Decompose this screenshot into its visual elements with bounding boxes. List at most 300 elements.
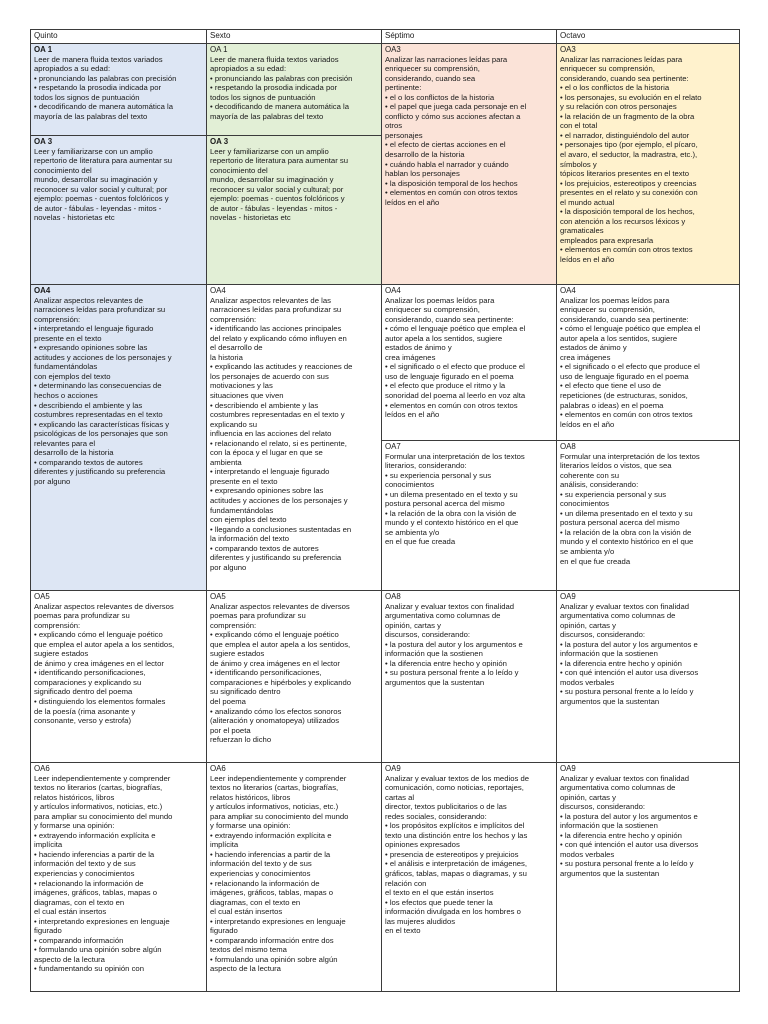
objective-text-line: cartas al — [385, 792, 415, 802]
objective-text-line: con ejemplos del texto — [210, 515, 287, 525]
objective-text-line: enriquecer su comprensión, — [385, 305, 480, 315]
objective-text-line: • el análisis e interpretación de imágenes, — [385, 859, 528, 869]
objective-text-line: sugiere estados — [210, 649, 265, 659]
objective-text-line: y formarse una opinión: — [34, 821, 115, 831]
objective-text-line: Analizar las narraciones leídas para — [560, 54, 683, 64]
objective-text-line: opinión, cartas y — [560, 620, 616, 630]
objective-text-line: mundo y el contexto histórico en el que — [560, 537, 694, 547]
objective-text-line: • la disposición temporal de los hechos, — [560, 207, 695, 217]
cell-quinto — [31, 44, 207, 285]
objective-text-line: • describiendo el ambiente y las — [210, 400, 319, 410]
objective-text-line: Leer de manera fluida textos variados — [210, 54, 339, 64]
objective-text-line: Analizar aspectos relevantes de las — [210, 295, 331, 305]
objective-text-line: • formulando una opinión sobre algún — [210, 954, 338, 964]
objective-text-line: repeticiones (de estructuras, sonidos, — [560, 391, 688, 401]
objective-text-line: Formular una interpretación de los textos — [560, 451, 700, 461]
objective-code: OA4 — [385, 286, 401, 295]
objective-text-line: considerando, cuando sea pertinente: — [560, 73, 689, 83]
objective-code: OA4 — [560, 286, 576, 295]
objective-text-line: y artículos informativos, noticias, etc.) — [210, 802, 339, 812]
objective-text-line: enriquecer su comprensión, — [560, 305, 655, 315]
objective-text-line: Leer y familiarizarse con un amplio — [34, 146, 153, 156]
objective-text-line: mundo y el contexto histórico en el que — [385, 518, 519, 528]
objective-text-line: y artículos informativos, noticias, etc.) — [34, 802, 163, 812]
objective-code: OA9 — [385, 764, 401, 773]
objective-text-line: costumbres representadas en el texto y — [210, 410, 345, 420]
objective-text-line: implícita — [34, 840, 63, 850]
cell-octavo — [557, 285, 740, 591]
objective-code: OA8 — [385, 592, 401, 601]
objective-block — [385, 764, 553, 936]
objective-text-line: • un dilema presentado en el texto y su — [385, 489, 518, 499]
objective-text-line: • cómo el lenguaje poético que emplea el — [385, 324, 526, 334]
objective-text-line: influencia en las acciones del relato — [210, 429, 332, 439]
objective-text-line: palabras o ideas) en el poema — [560, 400, 664, 410]
objective-text-line: presente en el texto — [210, 476, 278, 486]
objective-text-line: por el poeta — [210, 725, 251, 735]
objective-text-line: gráficos, tablas, mapas o diagramas, y su — [385, 869, 527, 879]
objective-block — [385, 592, 553, 687]
objective-text-line: textos no literarios (cartas, biografías, — [210, 783, 339, 793]
table-row — [31, 591, 740, 763]
objective-block — [34, 286, 203, 486]
objective-text-line: información que la sostienen — [560, 649, 658, 659]
objective-text-line: coherente con su — [560, 470, 619, 480]
objective-text-line: información que la sostienen — [385, 649, 483, 659]
cell-octavo — [557, 763, 740, 992]
objective-code: OA9 — [560, 764, 576, 773]
objective-text-line: argumentativa como columnas de — [560, 783, 676, 793]
cell-septimo — [382, 763, 557, 992]
objective-text-line: el cual están insertos — [34, 907, 107, 917]
objective-text-line: • respetando la prosodia indicada por — [34, 83, 162, 93]
objective-text-line: relación con — [385, 878, 427, 888]
column-header-sexto: Sexto — [207, 30, 382, 44]
objective-text-line: el mundo actual — [560, 197, 615, 207]
objective-text-line: • explicando cómo el lenguaje poético — [210, 630, 339, 640]
objective-code: OA4 — [34, 286, 51, 295]
objective-text-line: información del texto y de sus — [210, 859, 312, 869]
objective-text-line: uso de lenguaje figurado en el poema — [385, 371, 514, 381]
cell-quinto — [31, 763, 207, 992]
objective-text-line: conocimiento del — [34, 165, 92, 175]
objective-text-line: sonoridad del poema al leerlo en voz alta — [385, 391, 526, 401]
objective-text-line: del relato y explicando cómo influyen en — [210, 333, 347, 343]
objective-text-line: • determinando las consecuencias de — [34, 381, 162, 391]
objective-text-line: información del texto y de sus — [34, 859, 136, 869]
objective-text-line: enriquecer su comprensión, — [560, 64, 655, 74]
objective-code: OA5 — [34, 592, 50, 601]
objective-text-line: comprensión: — [34, 314, 81, 324]
objective-text-line: con el total — [560, 121, 598, 131]
objective-text-line: conocimientos — [385, 480, 435, 490]
objective-text-line: se ambienta y/o — [560, 547, 615, 557]
objective-text-line: • los efectos que puede tener la — [385, 897, 493, 907]
objective-text-line: apropiados a su edad: — [210, 64, 287, 74]
objective-text-line: experiencias y conocimientos — [34, 869, 135, 879]
objective-text-line: • respetando la prosodia indicada por — [210, 83, 338, 93]
objective-block — [210, 286, 378, 572]
objective-text-line: textos no literarios (cartas, biografías, — [34, 783, 163, 793]
objective-text-line: • los prejuicios, estereotipos y creencias — [560, 178, 697, 188]
objective-text-line: • identificando personificaciones, — [210, 668, 322, 678]
objective-text-line: Leer independientemente y comprender — [210, 773, 347, 783]
objective-text-line: empleados para expresarla — [560, 235, 654, 245]
objective-text-line: aspecto de la lectura — [34, 954, 105, 964]
objective-text-line: Leer y familiarizarse con un amplio — [210, 146, 329, 156]
objective-text-line: conocimiento del — [210, 165, 268, 175]
objective-text-line: en el que fue creada — [560, 556, 631, 566]
objective-code: OA8 — [560, 442, 576, 451]
objective-text-line: repertorio de literatura para aumentar su — [210, 156, 349, 166]
objective-text-line: repertorio de literatura para aumentar su — [34, 156, 173, 166]
objective-text-line: Analizar los poemas leídos para — [385, 295, 495, 305]
objective-text-line: redes sociales, considerando: — [385, 811, 487, 821]
objective-text-line: • el narrador, distinguiéndolo del autor — [560, 130, 690, 140]
objective-text-line: • explicando las actitudes y reacciones de — [210, 362, 353, 372]
objective-text-line: reconocer su valor social y cultural; por — [210, 184, 344, 194]
objective-text-line: presentes en el relato y su conexión con — [560, 188, 698, 198]
objective-text-line: desarrollo de la historia — [34, 448, 114, 458]
objective-text-line: con la época y el lugar en que se — [210, 448, 323, 458]
objective-text-line: personajes — [385, 130, 423, 140]
cell-septimo — [382, 591, 557, 763]
objective-text-line: autor apela a los sentidos, sugiere — [385, 333, 503, 343]
objective-text-line: se ambienta y/o — [385, 527, 440, 537]
objective-text-line: • explicando cómo el lenguaje poético — [34, 630, 163, 640]
objective-text-line: conocimientos — [560, 499, 610, 509]
objective-block — [210, 764, 378, 974]
cell-octavo — [557, 591, 740, 763]
objective-text-line: • la diferencia entre hecho y opinión — [560, 830, 682, 840]
objective-text-line: Analizar y evaluar textos de los medios de — [385, 773, 530, 783]
objective-block — [210, 592, 378, 745]
objective-text-line: y su relación con otros personajes — [560, 102, 677, 112]
objective-text-line: postura personal acerca del mismo — [385, 499, 505, 509]
objective-text-line: modos verbales — [560, 849, 615, 859]
objective-text-line: ejemplo: poemas - cuentos folclóricos y — [210, 194, 345, 204]
objective-block — [560, 764, 736, 879]
objective-code: OA6 — [210, 764, 226, 773]
objective-text-line: actitudes y acciones de los personajes y — [210, 496, 348, 506]
objective-text-line: el texto en el que están insertos — [385, 888, 494, 898]
objective-text-line: texto una distinción entre los hechos y las — [385, 830, 528, 840]
objective-text-line: • la diferencia entre hecho y opinión — [385, 658, 507, 668]
objective-text-line: desarrollo de la historia — [385, 150, 465, 160]
objective-code: OA 3 — [210, 137, 229, 146]
objective-text-line: • el o los conflictos de la historia — [385, 92, 495, 102]
objective-block — [207, 135, 381, 223]
objective-text-line: significado dentro del poema — [34, 687, 133, 697]
objective-text-line: fundamentándolas — [34, 362, 98, 372]
objective-text-line: por alguno — [210, 562, 247, 572]
objective-text-line: uso de lenguaje figurado en el poema — [560, 371, 689, 381]
objective-text-line: argumentativa como columnas de — [560, 611, 676, 621]
objective-text-line: discursos, considerando: — [560, 802, 646, 812]
objective-text-line: • identificando las acciones principales — [210, 324, 342, 334]
objective-block — [34, 764, 203, 974]
objective-text-line: • comparando textos de autores — [210, 543, 319, 553]
objective-text-line: comprensión: — [210, 620, 257, 630]
objective-text-line: información que la sostienen — [560, 821, 658, 831]
cell-quinto — [31, 285, 207, 591]
objective-text-line: • elementos en común con otros textos — [385, 188, 518, 198]
objective-text-line: • el o los conflictos de la historia — [560, 83, 670, 93]
objective-text-line: de autor - fábulas - leyendas - mitos - — [34, 203, 162, 213]
objective-block — [385, 286, 553, 420]
objective-text-line: • la postura del autor y los argumentos e — [385, 639, 523, 649]
objective-text-line: • decodificando de manera automática la — [34, 102, 174, 112]
objective-text-line: motivaciones y las — [210, 381, 273, 391]
objective-text-line: • elementos en común con otros textos — [560, 410, 693, 420]
objective-text-line: narraciones leídas para profundizar su — [34, 305, 166, 315]
objective-text-line: • fundamentando su opinión con — [34, 964, 144, 974]
objective-text-line: imágenes, gráficos, tablas, mapas o — [34, 888, 158, 898]
cell-sexto — [207, 285, 382, 591]
objective-text-line: • analizando cómo los efectos sonoros — [210, 706, 342, 716]
objective-text-line: en el que fue creada — [385, 537, 456, 547]
objective-code: OA3 — [385, 45, 401, 54]
column-header-quinto: Quinto — [31, 30, 207, 44]
objective-text-line: • haciendo inferencias a partir de la — [210, 849, 331, 859]
objective-text-line: Analizar aspectos relevantes de diversos — [34, 601, 174, 611]
objective-text-line: • relacionando la información de — [210, 878, 320, 888]
objective-text-line: • formulando una opinión sobre algún — [34, 945, 162, 955]
objective-text-line: • describiendo el ambiente y las — [34, 400, 143, 410]
objective-text-line: • relacionando la información de — [34, 878, 144, 888]
objective-text-line: leídos en el año — [560, 419, 615, 429]
column-header-octavo: Octavo — [557, 30, 740, 44]
objective-text-line: director, textos publicitarios o de las — [385, 802, 507, 812]
objective-text-line: información divulgada en los hombres o — [385, 907, 521, 917]
objective-text-line: considerando, cuando sea — [385, 73, 476, 83]
objective-text-line: • la disposición temporal de los hechos — [385, 178, 518, 188]
objective-text-line: considerando, cuando sea pertinente: — [560, 314, 689, 324]
objective-text-line: narraciones leídas para profundizar su — [210, 305, 342, 315]
header-row — [31, 30, 740, 44]
objective-text-line: consonante, verso y estrofa) — [34, 716, 131, 726]
objective-text-line: análisis, considerando: — [560, 480, 639, 490]
objective-text-line: discursos, considerando: — [385, 630, 471, 640]
objective-text-line: diagramas, con el texto en — [34, 897, 125, 907]
objective-text-line: • expresando opiniones sobre las — [210, 486, 324, 496]
objective-text-line: de la poesía (rima asonante y — [34, 706, 136, 716]
objective-text-line: otros — [385, 121, 403, 131]
objective-code: OA7 — [385, 442, 401, 451]
objective-text-line: • comparando textos de autores — [34, 457, 143, 467]
objective-text-line: apropiados a su edad: — [34, 64, 111, 74]
objective-text-line: (aliteración y onomatopeya) utilizados — [210, 716, 340, 726]
objective-block — [34, 45, 203, 121]
objective-text-line: hablan los personajes — [385, 169, 460, 179]
objective-text-line: • extrayendo información explícita e — [34, 830, 156, 840]
objective-block — [560, 286, 736, 429]
objective-text-line: costumbres representadas en el texto — [34, 410, 163, 420]
objective-text-line: mundo, desarrollar su imaginación y — [210, 175, 334, 185]
objective-text-line: novelas - historietas etc — [210, 213, 291, 223]
objective-text-line: • cómo el lenguaje poético que emplea el — [560, 324, 701, 334]
objective-text-line: presente en el texto — [34, 333, 102, 343]
objective-text-line: • su experiencia personal y sus — [385, 470, 492, 480]
objective-text-line: • la relación de la obra con la visión de — [385, 508, 517, 518]
objective-text-line: comprensión: — [34, 620, 81, 630]
objective-block — [557, 440, 739, 566]
objective-code: OA4 — [210, 286, 226, 295]
objective-text-line: gramaticales — [560, 226, 604, 236]
objective-text-line: refuerzan lo dicho — [210, 735, 272, 745]
objective-text-line: relatos históricos, libros — [34, 792, 115, 802]
objective-text-line: crea imágenes — [385, 352, 436, 362]
objective-text-line: para ampliar su conocimiento del mundo — [210, 811, 349, 821]
objective-text-line: comunicación, como noticias, reportajes, — [385, 783, 524, 793]
objective-text-line: argumentos que la sustentan — [560, 869, 660, 879]
objective-text-line: argumentos que la sustentan — [385, 677, 485, 687]
objective-text-line: • pronunciando las palabras con precisión — [210, 73, 353, 83]
objective-text-line: • haciendo inferencias a partir de la — [34, 849, 155, 859]
objective-text-line: • los propósitos explícitos e implícitos del — [385, 821, 525, 831]
objective-text-line: literarios, considerando: — [385, 461, 467, 471]
objective-text-line: hechos o acciones — [34, 391, 98, 401]
objective-text-line: poemas para profundizar su — [34, 611, 130, 621]
table-row — [31, 285, 740, 591]
objective-text-line: que emplea el autor apela a los sentidos, — [210, 639, 351, 649]
objective-text-line: experiencias y conocimientos — [210, 869, 311, 879]
objective-text-line: crea imágenes — [560, 352, 611, 362]
objective-text-line: • su experiencia personal y sus — [560, 489, 667, 499]
objective-text-line: figurado — [34, 926, 62, 936]
objective-text-line: • con qué intención el autor usa diversos — [560, 668, 699, 678]
objective-text-line: psicológicas de los personajes que son — [34, 429, 168, 439]
objective-text-line: • elementos en común con otros textos — [560, 245, 693, 255]
objective-text-line: relatos históricos, libros — [210, 792, 291, 802]
objective-text-line: • relacionando el relato, si es pertinente, — [210, 438, 347, 448]
objective-text-line: • la postura del autor y los argumentos e — [560, 639, 698, 649]
objective-text-line: y formarse una opinión: — [210, 821, 291, 831]
objective-text-line: Analizar y evaluar textos con finalidad — [560, 601, 690, 611]
objective-text-line: enriquecer su comprensión, — [385, 64, 480, 74]
objective-text-line: • llegando a conclusiones sustentadas en — [210, 524, 352, 534]
objective-text-line: del poema — [210, 697, 246, 707]
objective-text-line: conflicto y cómo sus acciones afectan a — [385, 111, 521, 121]
objective-text-line: textos del mismo tema — [210, 945, 287, 955]
objective-text-line: • personajes tipo (por ejemplo, el pícaro, — [560, 140, 698, 150]
objective-text-line: Leer de manera fluida textos variados — [34, 54, 163, 64]
cell-septimo — [382, 285, 557, 591]
objective-text-line: explicando su — [210, 419, 258, 429]
objective-text-line: considerando, cuando sea pertinente: — [385, 314, 514, 324]
objective-text-line: mayoría de las palabras del texto — [34, 111, 148, 121]
objective-text-line: Formular una interpretación de los textos — [385, 451, 525, 461]
objective-text-line: • pronunciando las palabras con precisión — [34, 73, 177, 83]
cell-sexto — [207, 763, 382, 992]
objective-text-line: leídos en el año — [385, 197, 440, 207]
objective-text-line: por alguno — [34, 476, 71, 486]
objective-text-line: figurado — [210, 926, 238, 936]
objective-text-line: diferentes y justificando su preferencia — [34, 467, 166, 477]
objective-text-line: Analizar aspectos relevantes de — [34, 295, 143, 305]
objective-text-line: leídos en el año — [560, 255, 615, 265]
objective-text-line: Analizar aspectos relevantes de diversos — [210, 601, 350, 611]
objective-text-line: símbolos y — [560, 159, 597, 169]
objective-text-line: • la postura del autor y los argumentos e — [560, 811, 698, 821]
objective-text-line: argumentativa como columnas de — [385, 611, 501, 621]
objective-text-line: • interpretando el lenguaje figurado — [210, 467, 330, 477]
objective-text-line: opinión, cartas y — [385, 620, 441, 630]
objective-text-line: estados de ánimo y — [560, 343, 627, 353]
objective-text-line: mayoría de las palabras del texto — [210, 111, 324, 121]
objective-text-line: diagramas, con el texto en — [210, 897, 301, 907]
objective-text-line: • el significado o el efecto que produce el — [560, 362, 700, 372]
objective-text-line: con ejemplos del texto — [34, 371, 111, 381]
cell-quinto — [31, 591, 207, 763]
objective-text-line: comparaciones e hipérboles y explicando — [210, 677, 352, 687]
objective-text-line: sugiere estados — [34, 649, 89, 659]
objective-text-line: Analizar y evaluar textos con finalidad — [560, 773, 690, 783]
column-header-septimo: Séptimo — [382, 30, 557, 44]
objective-text-line: imágenes, gráficos, tablas, mapas o — [210, 888, 334, 898]
objective-text-line: de ánimo y crea imágenes en el lector — [34, 658, 164, 668]
objective-text-line: con atención a los recursos léxicos y — [560, 216, 686, 226]
objective-text-line: • presencia de estereotipos y prejuicios — [385, 849, 519, 859]
objective-text-line: de ánimo y crea imágenes en el lector — [210, 658, 340, 668]
objective-code: OA6 — [34, 764, 50, 773]
objective-code: OA5 — [210, 592, 226, 601]
objective-text-line: modos verbales — [560, 677, 615, 687]
objective-text-line: • explicando las características físicas y — [34, 419, 170, 429]
objective-text-line: el desarrollo de — [210, 343, 263, 353]
objective-text-line: • comparando información — [34, 935, 124, 945]
table-row — [31, 763, 740, 992]
objective-block — [385, 45, 553, 207]
objective-text-line: situaciones que viven — [210, 391, 284, 401]
objective-text-line: • elementos en común con otros textos — [385, 400, 518, 410]
objective-code: OA 3 — [34, 137, 53, 146]
objective-text-line: comparaciones y explicando su — [34, 677, 142, 687]
cell-septimo — [382, 44, 557, 285]
objective-text-line: Analizar y evaluar textos con finalidad — [385, 601, 515, 611]
objective-block — [34, 592, 203, 726]
objective-text-line: ejemplo: poemas - cuentos folclóricos y — [34, 194, 169, 204]
objective-text-line: • decodificando de manera automática la — [210, 102, 350, 112]
objective-text-line: • interpretando expresiones en lenguaje — [34, 916, 170, 926]
objective-text-line: autor apela a los sentidos, sugiere — [560, 333, 678, 343]
objective-block — [560, 45, 736, 265]
objective-text-line: ambienta — [210, 457, 242, 467]
objective-text-line: • su postura personal frente a lo leído y — [560, 687, 694, 697]
objective-text-line: literarios leídos o vistos, que sea — [560, 461, 672, 471]
objective-code: OA9 — [560, 592, 576, 601]
objective-text-line: • el efecto que produce el ritmo y la — [385, 381, 506, 391]
objective-text-line: las mujeres aludidos — [385, 916, 456, 926]
objective-text-line: • los personajes, su evolución en el relato — [560, 92, 702, 102]
objective-text-line: la historia — [210, 352, 243, 362]
objective-text-line: fundamentándolas — [210, 505, 274, 515]
objective-text-line: leídos en el año — [385, 410, 440, 420]
objective-text-line: opinión, cartas y — [560, 792, 616, 802]
objective-text-line: diferentes y justificando su preferencia — [210, 553, 342, 563]
objective-text-line: mundo, desarrollar su imaginación y — [34, 175, 158, 185]
objective-text-line: • su postura personal frente a lo leído y — [385, 668, 519, 678]
objective-block — [31, 135, 206, 223]
objective-text-line: estados de ánimo y — [385, 343, 452, 353]
objective-text-line: • interpretando expresiones en lenguaje — [210, 916, 346, 926]
objective-text-line: tópicos literarios presentes en el texto — [560, 169, 690, 179]
objective-text-line: Leer independientemente y comprender — [34, 773, 171, 783]
objective-text-line: argumentos que la sustentan — [560, 697, 660, 707]
objective-text-line: el cual están insertos — [210, 907, 283, 917]
objective-code: OA 1 — [210, 45, 228, 54]
objective-text-line: • la diferencia entre hecho y opinión — [560, 658, 682, 668]
